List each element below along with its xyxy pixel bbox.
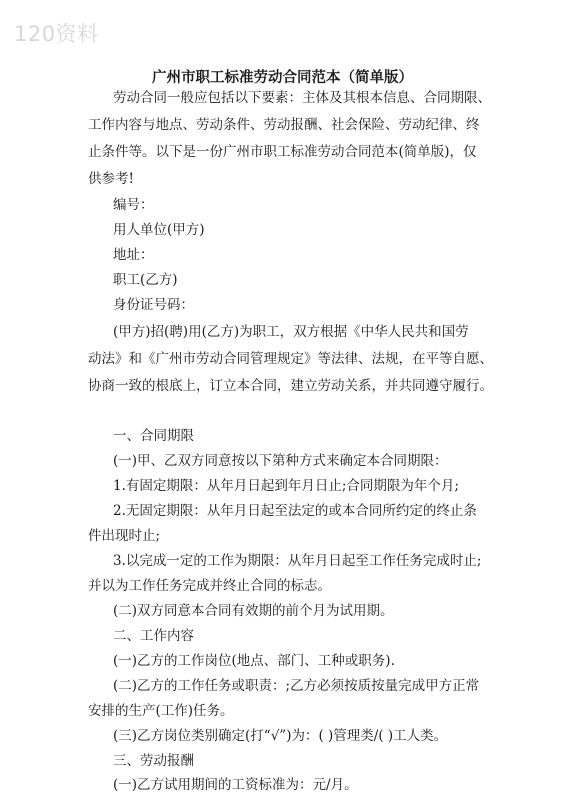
clause-line: 件出现时止; bbox=[88, 528, 161, 544]
clause-line: 安排的生产(工作)任务。 bbox=[88, 703, 234, 719]
paragraph-line: 止条件等。以下是一份广州市职工标准劳动合同范本(简单版)，仅 bbox=[88, 144, 477, 160]
paragraph-line: 供参考! bbox=[88, 171, 134, 187]
field-employer: 用人单位(甲方) bbox=[113, 222, 205, 238]
field-id-number: 身份证号码： bbox=[113, 297, 194, 313]
watermark: 120资料 bbox=[14, 22, 99, 46]
paragraph-line: 协商一致的根底上，订立本合同，建立劳动关系，并共同遵守履行。 bbox=[88, 378, 493, 394]
section-heading: 三、劳动报酬 bbox=[113, 753, 194, 769]
section-heading: 二、工作内容 bbox=[113, 628, 194, 644]
clause-line: (三)乙方岗位类别确定(打“√”)为：( )管理类/( )工人类。 bbox=[113, 728, 448, 744]
clause-line: (一)甲、乙双方同意按以下第种方式来确定本合同期限： bbox=[113, 453, 448, 469]
field-employee: 职工(乙方) bbox=[113, 272, 178, 288]
clause-line: (一)乙方的工作岗位(地点、部门、工种或职务). bbox=[113, 653, 395, 669]
paragraph-line: 动法》和《广州市劳动合同管理规定》等法律、法规，在平等自愿、 bbox=[88, 351, 493, 367]
clause-line: 1.有固定期限：从年月日起到年月日止;合同期限为年个月; bbox=[113, 478, 459, 494]
section-heading: 一、合同期限 bbox=[113, 428, 194, 444]
paragraph-line: 工作内容与地点、劳动条件、劳动报酬、社会保险、劳动纪律、终 bbox=[88, 117, 480, 133]
clause-line: (二)乙方的工作任务或职责：;乙方必须按质按量完成甲方正常 bbox=[113, 678, 480, 694]
clause-line: 并以为工作任务完成并终止合同的标志。 bbox=[88, 578, 331, 594]
paragraph-line: (甲方)招(聘)用(乙方)为职工，双方根据《中华人民共和国劳 bbox=[113, 324, 469, 340]
clause-line: 3.以完成一定的工作为期限：从年月日起至工作任务完成时止; bbox=[113, 553, 482, 569]
field-serial-number: 编号： bbox=[113, 197, 154, 213]
clause-line: (一)乙方试用期间的工资标准为：元/月。 bbox=[113, 777, 358, 793]
clause-line: (二)双方同意本合同有效期的前个月为试用期。 bbox=[113, 603, 394, 619]
paragraph-line: 劳动合同一般应包括以下要素：主体及其根本信息、合同期限、 bbox=[113, 90, 491, 106]
document-title: 广州市职工标准劳动合同范本（简单版） bbox=[152, 69, 413, 86]
field-address: 地址： bbox=[113, 247, 154, 263]
clause-line: 2.无固定期限：从年月日起至法定的或本合同所约定的终止条 bbox=[113, 503, 477, 519]
